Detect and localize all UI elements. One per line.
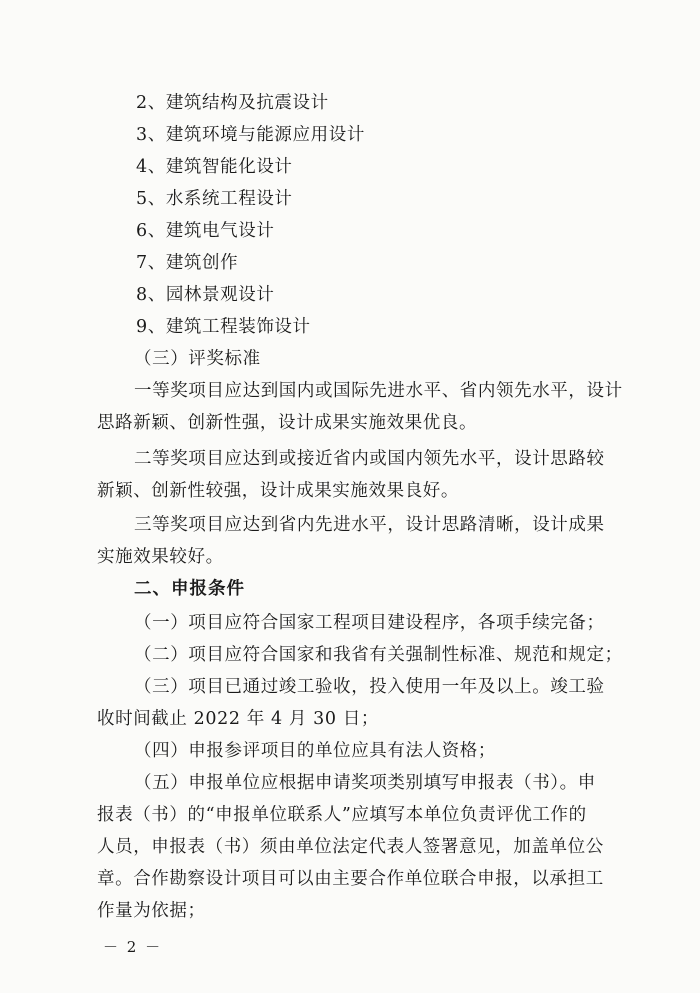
condition-item: （三）项目已通过竣工验收，投入使用一年及以上。竣工验	[134, 677, 605, 697]
category-item: 9、建筑工程装饰设计	[136, 317, 311, 337]
first-prize-line: 思路新颖、创新性强，设计成果实施效果优良。	[97, 413, 478, 433]
category-item: 6、建筑电气设计	[136, 221, 275, 241]
condition-item: （一）项目应符合国家工程项目建设程序，各项手续完备；	[134, 613, 605, 633]
category-item: 7、建筑创作	[136, 253, 239, 273]
category-item: 8、园林景观设计	[136, 285, 275, 305]
condition-item: 收时间截止 2022 年 4 月 30 日；	[97, 709, 380, 729]
condition-item: 作量为依据；	[97, 901, 206, 921]
first-prize-line: 一等奖项目应达到国内或国际先进水平、省内领先水平，设计	[134, 381, 623, 401]
condition-item: 报表（书）的“申报单位联系人”应填写本单位负责评优工作的	[97, 805, 587, 825]
third-prize-line: 实施效果较好。	[97, 547, 224, 567]
condition-item: （五）申报单位应根据申请奖项类别填写申报表（书）。申	[134, 773, 596, 793]
section-heading: 二、申报条件	[134, 579, 245, 599]
category-item: 3、建筑环境与能源应用设计	[136, 125, 365, 145]
condition-item: 章。合作勘察设计项目可以由主要合作单位联合申报，以承担工	[97, 869, 604, 889]
page-number: － 2 －	[103, 938, 163, 956]
criteria-heading: （三）评奖标准	[134, 349, 261, 369]
category-item: 2、建筑结构及抗震设计	[136, 93, 329, 113]
second-prize-line: 新颖、创新性较强，设计成果实施效果良好。	[97, 481, 459, 501]
second-prize-line: 二等奖项目应达到或接近省内或国内领先水平，设计思路较	[134, 449, 605, 469]
category-item: 5、水系统工程设计	[136, 189, 293, 209]
condition-item: 人员，申报表（书）须由单位法定代表人签署意见，加盖单位公	[97, 837, 604, 857]
condition-item: （二）项目应符合国家和我省有关强制性标准、规范和规定；	[134, 645, 623, 665]
category-item: 4、建筑智能化设计	[136, 157, 293, 177]
condition-item: （四）申报参评项目的单位应具有法人资格；	[134, 741, 496, 761]
third-prize-line: 三等奖项目应达到省内先进水平，设计思路清晰，设计成果	[134, 515, 605, 535]
